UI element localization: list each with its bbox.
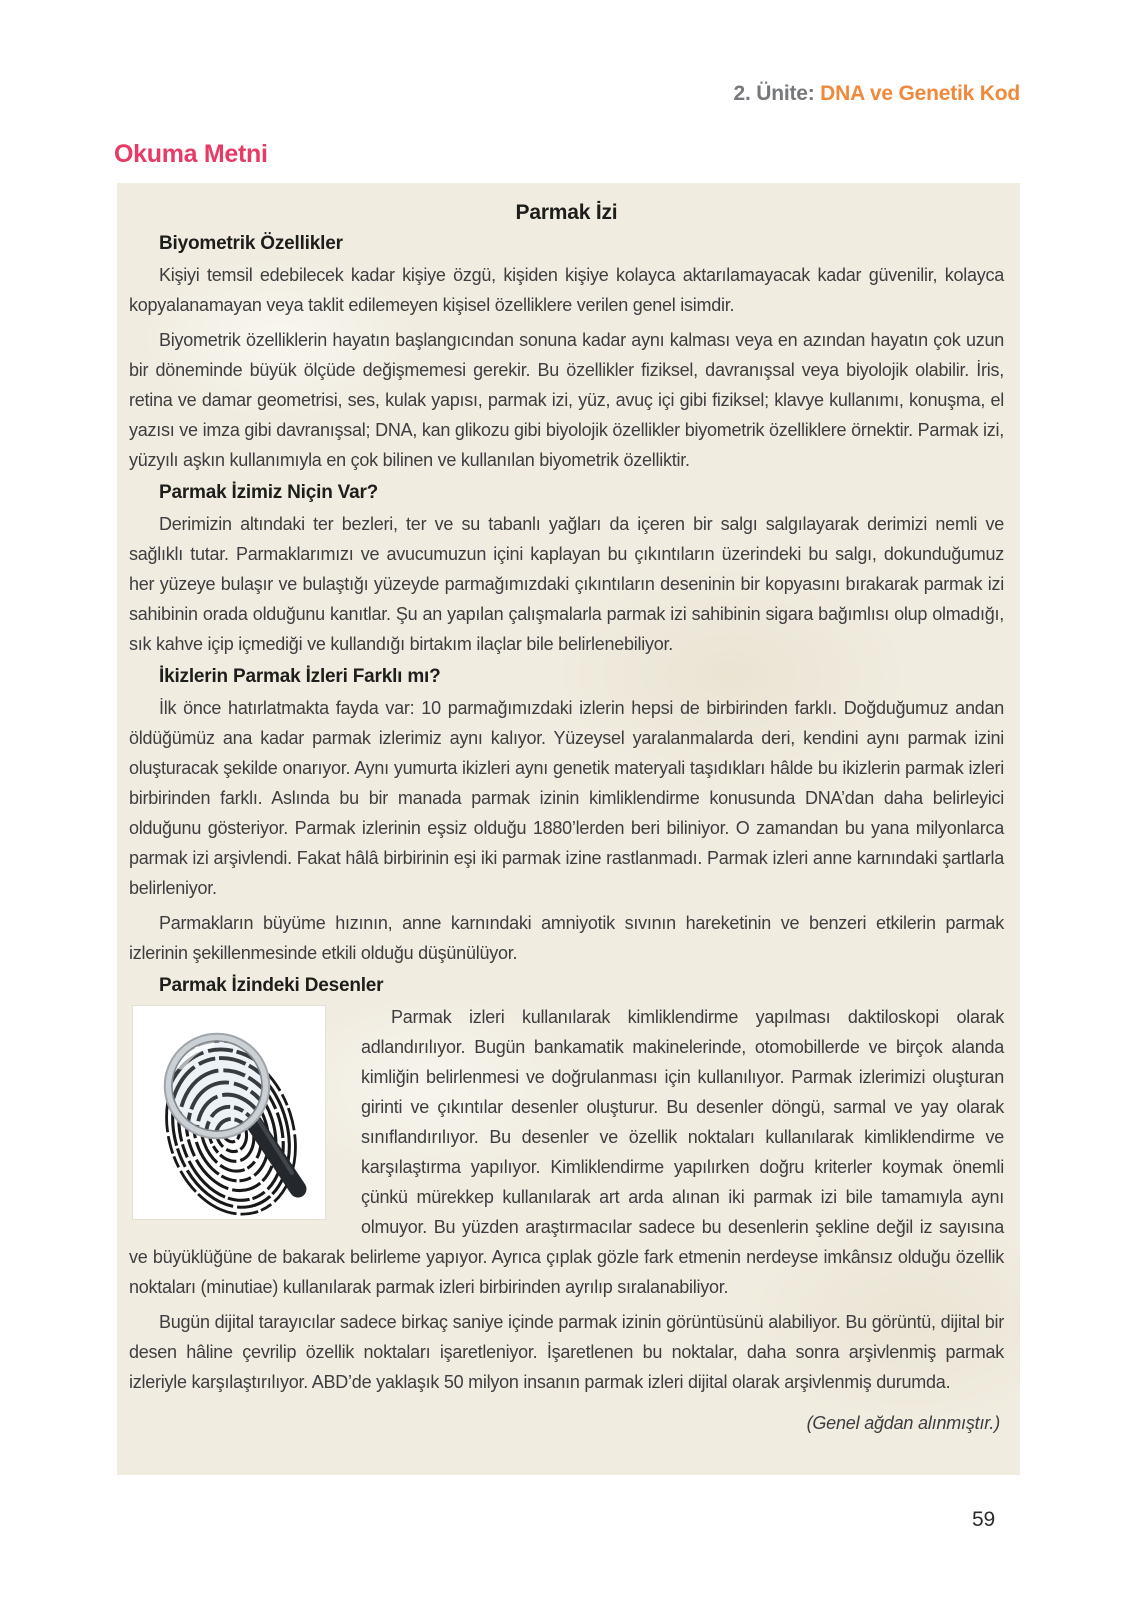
paragraph: Parmak izleri kullanılarak kimliklendirme yapılması daktiloskopi olarak adlandırılıyor. Bugün bankamatik makinelerinde, otomobillerde ve birçok alanda kimliğin belirlenmesi ve doğrulanması için kullanılıyor. Parmak izlerimizi oluşturan girinti ve çıkıntılar desenler oluşturur. Bu desenler döngü, sarmal ve yay olarak sınıflandırılıyor. Bu desenler ve özellik noktaları kullanılarak kimliklendirme ve karşılaştırma yapılıyor. Kimliklendirme yapılırken doğru kriterler koymak önemli çünkü mürekkep kullanılarak art arda alınan iki parmak izi bile tamamıyla aynı olmuyor. Bu yüzden araştırmacılar sadece bu desenlerin şekline değil iz sayısına ve büyüklüğüne de bakarak belirleme yapıyor. Ayrıca çıplak gözle fark etmenin nerdeyse imkânsız olduğu özellik noktaları (minutiae) kullanılarak parmak izleri birbirinden ayrılıp sıralanabiliyor.	[129, 1007, 1004, 1297]
unit-title-label: DNA ve Genetik Kod	[820, 82, 1020, 105]
reading-text-heading: Okuma Metni	[114, 140, 268, 168]
article-box	[117, 183, 1020, 1475]
fingerprint-magnifier-illustration	[133, 1006, 325, 1219]
source-attribution: (Genel ağdan alınmıştır.)	[806, 1413, 1000, 1433]
section-heading-biyometrik-ozellikler: Biyometrik Özellikler	[159, 233, 343, 254]
paragraph: Biyometrik özelliklerin hayatın başlangıcından sonuna kadar aynı kalması veya en azından hayatın çok uzun bir döneminde büyük ölçüde değişmemesi gerekir. Bu özellikler fiziksel, davranışsal veya biyolojik olabilir. İris, retina ve damar geometrisi, ses, kulak yapısı, parmak izi, yüz, avuç içi gibi fiziksel; klavye kullanımı, konuşma, el yazısı ve imza gibi davranışsal; DNA, kan glikozu gibi biyolojik özellikler biyometrik özelliklere örnektir. Parmak izi, yüzyılı aşkın kullanımıyla en çok bilinen ve kullanılan biyometrik özelliktir.	[129, 330, 1004, 470]
paragraph: Kişiyi temsil edebilecek kadar kişiye özgü, kişiden kişiye kolayca aktarılamayacak kadar güvenilir, kolayca kopyalanamayan veya taklit edilemeyen kişisel özelliklere verilen genel isimdir.	[129, 265, 1004, 315]
unit-number-label: 2. Ünite:	[733, 82, 815, 105]
article-title: Parmak İzi	[515, 201, 618, 224]
paragraph: Derimizin altındaki ter bezleri, ter ve su tabanlı yağları da içeren bir salgı salgılayarak derimizi nemli ve sağlıklı tutar. Parmaklarımızı ve avucumuzun içini kaplayan bu çıkıntıların üzerindeki bu salgı, dokunduğumuz her yüzeye bulaşır ve bulaştığı yüzeyde parmağımızdaki çıkıntıların deseninin bir kopyasını bırakarak parmak izi sahibinin orada olduğunu kanıtlar. Şu an yapılan çalışmalarla parmak izi sahibinin sigara bağımlısı olup olmadığı, sık kahve içip içmediği ve kullandığı birtakım ilaçlar bile belirlenebiliyor.	[129, 514, 1004, 654]
section-heading-parmak-izimiz-nicin-var: Parmak İzimiz Niçin Var?	[159, 482, 379, 503]
section-heading-ikizlerin-parmak-izleri: İkizlerin Parmak İzleri Farklı mı?	[159, 666, 441, 687]
page-number: 59	[972, 1508, 995, 1531]
paragraph: Parmakların büyüme hızının, anne karnındaki amniyotik sıvının hareketinin ve benzeri etkilerin parmak izlerinin şekillenmesinde etkili olduğu düşünülüyor.	[129, 913, 1004, 963]
paragraph: İlk önce hatırlatmakta fayda var: 10 parmağımızdaki izlerin hepsi de birbirinden farklı. Doğduğumuz andan öldüğümüz ana kadar parmak izlerimiz aynı kalıyor. Yüzeysel yaralanmalarda deri, kendini aynı parmak izini oluşturacak şekilde onarıyor. Aynı yumurta ikizleri aynı genetik materyali taşıdıkları hâlde bu ikizlerin parmak izleri birbirinden farklı. Aslında bu bir manada parmak izinin kimliklendirme konusunda DNA’dan daha belirleyici olduğunu gösteriyor. Parmak izlerinin eşsiz olduğu 1880’lerden beri biliniyor. O zamandan bu yana milyonlarca parmak izi arşivlendi. Fakat hâlâ birbirinin eşi iki parmak izine rastlanmadı. Parmak izleri anne karnındaki şartlarla belirleniyor.	[129, 698, 1004, 898]
section-heading-parmak-izindeki-desenler: Parmak İzindeki Desenler	[159, 975, 384, 996]
unit-header	[733, 82, 1020, 106]
paragraph: Bugün dijital tarayıcılar sadece birkaç saniye içinde parmak izinin görüntüsünü alabiliyor. Bu görüntü, dijital bir desen hâline çevrilip özellik noktaları işaretleniyor. İşaretlenen bu noktalar, daha sonra arşivlenmiş parmak izleriyle karşılaştırılıyor. ABD’de yaklaşık 50 milyon insanın parmak izleri dijital olarak arşivlenmiş durumda.	[129, 1312, 1004, 1392]
fingerprint-magnifier-image	[133, 1006, 325, 1219]
